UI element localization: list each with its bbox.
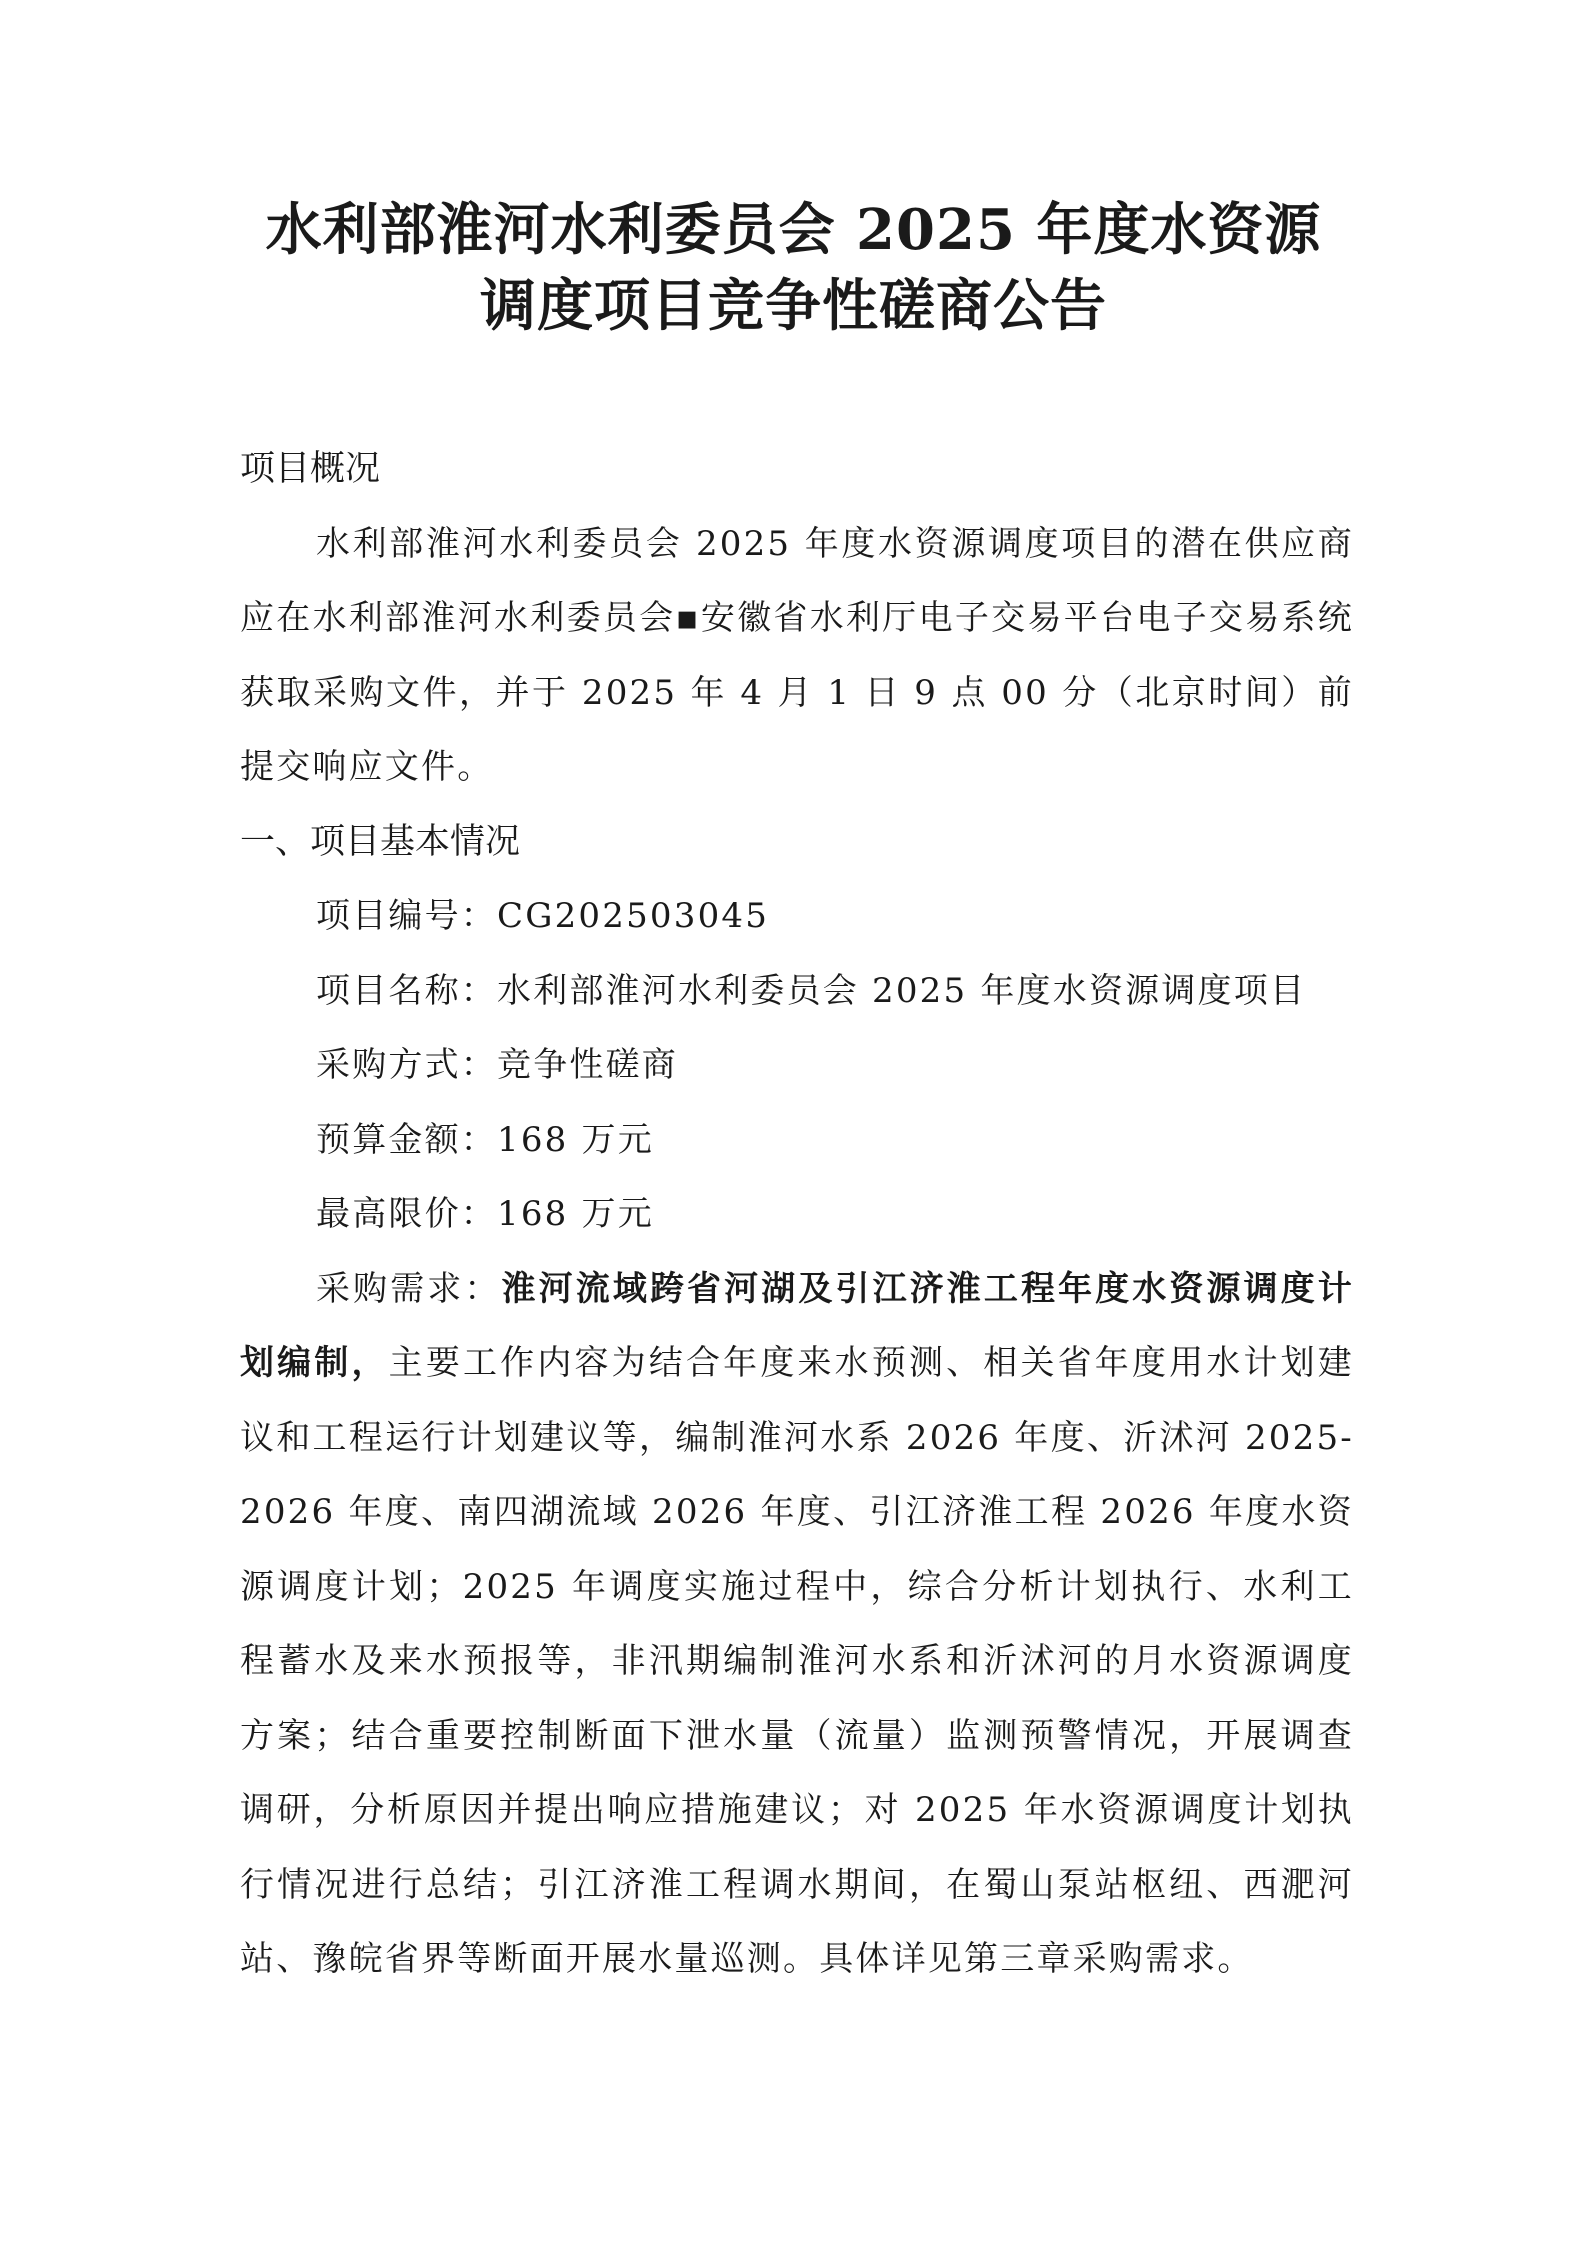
- requirement-label: 采购需求：: [316, 1268, 502, 1309]
- requirement-emphasis: 淮河流域跨省河湖及引江济淮工程年度水资源调度计划编制，: [240, 1268, 1355, 1383]
- document-title-line-1: 水利部淮河水利委员会 2025 年度水资源: [265, 197, 1322, 263]
- document-title-line-2: 调度项目竞争性磋商公告: [480, 273, 1107, 339]
- section-1-heading: 一、项目基本情况: [240, 821, 521, 862]
- overview-paragraph: 水利部淮河水利委员会 2025 年度水资源调度项目的潜在供应商应在水利部淮河水利委员会▪安徽省水利厅电子交易平台电子交易系统获取采购文件，并于 2025 年 4 月 1 日 9 点 00 分（北京时间）前提交响应文件。: [240, 523, 1354, 787]
- overview-heading: 项目概况: [240, 449, 381, 489]
- project-number: 项目编号：CG202503045: [316, 896, 770, 936]
- procurement-requirement: [240, 1252, 1354, 1997]
- project-name: 项目名称：水利部淮河水利委员会 2025 年度水资源调度项目: [316, 970, 1307, 1011]
- document-body: [240, 432, 1354, 1997]
- requirement-details: 主要工作内容为结合年度来水预测、相关省年度用水计划建议和工程运行计划建议等，编制淮河水系 2026 年度、沂沭河 2025-2026 年度、南四湖流域 2026 年度、引江济淮工程 2026 年度水资源调度计划；2025 年调度实施过程中，综合分析计划执行、水利工程蓄水及来水预报等，非汛期编制淮河水系和沂沭河的月水资源调度方案；结合重要控制断面下泄水量（流量）监测预警情况，开展调查调研，分析原因并提出响应措施建议；对 2025 年水资源调度计划执行情况进行总结；引江济淮工程调水期间，在蜀山泵站枢纽、西淝河站、豫皖省界等断面开展水量巡测。具体详见第三章采购需求。: [240, 1343, 1354, 1979]
- budget-amount: 预算金额：168 万元: [316, 1119, 654, 1160]
- procurement-method: 采购方式：竞争性磋商: [316, 1045, 678, 1085]
- maximum-price: 最高限价：168 万元: [316, 1194, 654, 1234]
